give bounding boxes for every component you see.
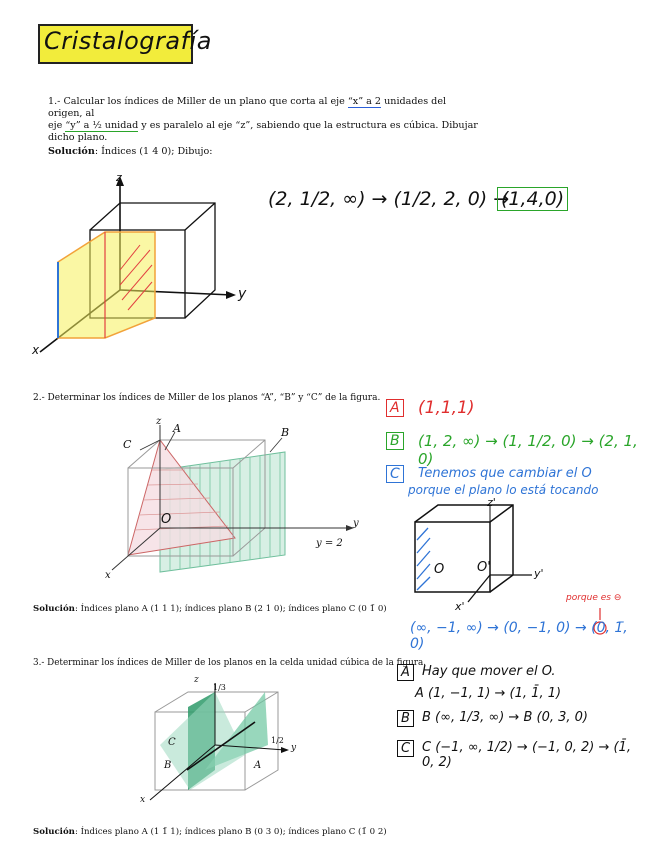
solution-label: Solución: [33, 604, 75, 614]
p3-y-arrow: [281, 747, 289, 753]
p2-hw-a-text: (1,1,1): [418, 398, 475, 418]
p3-b-label: B: [164, 760, 172, 771]
p2-hw-y-label: y': [534, 567, 544, 580]
p2-b-label: B: [281, 426, 290, 439]
p2-x-label: x: [105, 570, 111, 581]
p1-handwritten-result: (1,4,0): [497, 187, 568, 211]
p3-hw-a-tag: A: [397, 664, 414, 681]
p1-handwritten-steps: (2, 1/2, ∞) → (1/2, 2, 0) →: [268, 188, 510, 210]
solution-text: : Índices plano A (1 1 1); índices plano B (2 1 0); índices plano C (0 1̄ 0): [74, 604, 387, 614]
p3-y-label: y: [291, 743, 297, 753]
p3-hw-a-line1: Hay que mover el O.: [422, 664, 556, 679]
q1-part-d: y es paralelo al eje “z”, sabiendo que la estructura es cúbica. Dibujar: [138, 120, 478, 131]
p3-hw-b-text: B (∞, 1/3, ∞) → B (0, 3, 0): [422, 710, 588, 725]
p2-y-equation: y = 2: [316, 538, 343, 549]
q1-part-e: dicho plano.: [48, 132, 108, 143]
p1-z-label: z: [116, 171, 122, 184]
q1-x-highlight: “x” a 2: [347, 96, 382, 107]
p3-z-label: z: [194, 675, 199, 685]
p3-x-label: x: [140, 795, 146, 805]
solution-text: : Índices (1 4 0); Dibujo:: [94, 146, 213, 157]
p3-hw-b-tag: B: [397, 710, 414, 727]
solution-label: Solución: [48, 146, 95, 157]
p3-hw-a-line2: A (1, −1, 1) → (1, 1̄, 1): [415, 686, 562, 701]
q1-part-b: unidades del origen, al: [48, 96, 447, 119]
p3-a-label: A: [254, 760, 262, 771]
problem-2-question: 2.- Determinar los índices de Miller de los planos “A”, “B” y “C” de la figura.: [33, 393, 381, 403]
solution-label: Solución: [33, 827, 75, 837]
solution-text: : Índices plano A (1 1̄ 1); índices plano B (0 3 0); índices plano C (1̄ 0 2): [74, 827, 387, 837]
p2-hw-c-line1: Tenemos que cambiar el O: [418, 466, 592, 481]
p2-hw-o2-label: O': [477, 560, 491, 575]
p2-c-label: C: [123, 438, 132, 451]
q1-y-highlight: “y” a ½ unidad: [65, 120, 139, 131]
p3-third-label: 1/3: [213, 683, 226, 692]
page-title: Cristalografía: [44, 27, 212, 55]
p2-hw-z-label: z': [487, 496, 496, 509]
p3-hw-c-tag: C: [397, 740, 414, 757]
p2-hw-c-line2: porque el plano lo está tocando: [408, 483, 599, 497]
p2-hw-a-tag: A: [386, 399, 404, 417]
p3-c-label: C: [168, 737, 176, 748]
p1-y-label: y: [238, 286, 247, 302]
p2-a-label: A: [173, 422, 181, 435]
p3-hw-c-text: C (−1, ∞, 1/2) → (−1, 0, 2) → (1̄, 0, 2): [422, 740, 631, 770]
p2-hw-o-label: O: [434, 562, 445, 577]
p2-hw-c-tag: C: [386, 465, 404, 483]
q1-part-c: eje: [48, 120, 66, 131]
p2-hw-note: porque es ⊖: [566, 593, 622, 603]
p2-hw-x-label: x': [455, 600, 465, 613]
p2-hw-b-text: (1, 2, ∞) → (1, 1/2, 0) → (2, 1, 0): [418, 432, 638, 468]
p3-half-label: 1/2: [271, 736, 284, 745]
problem-3-solution: [33, 826, 387, 838]
p2-z-label: z: [156, 416, 162, 427]
p2-y-label: y: [353, 518, 359, 529]
p2-origin-o: O: [161, 512, 172, 527]
p2-hw-b-tag: B: [386, 432, 404, 450]
problem-3-question: 3.- Determinar los índices de Miller de los planos en la celda unidad cúbica de la figura.: [33, 658, 427, 668]
p2-hw-final: (∞, −1, ∞) → (0, −1, 0) → (0, 1̄, 0): [410, 620, 628, 652]
q1-part-a: 1.- Calcular los índices de Miller de un plano que corta al eje: [48, 96, 348, 107]
p1-x-label: x: [32, 343, 40, 357]
